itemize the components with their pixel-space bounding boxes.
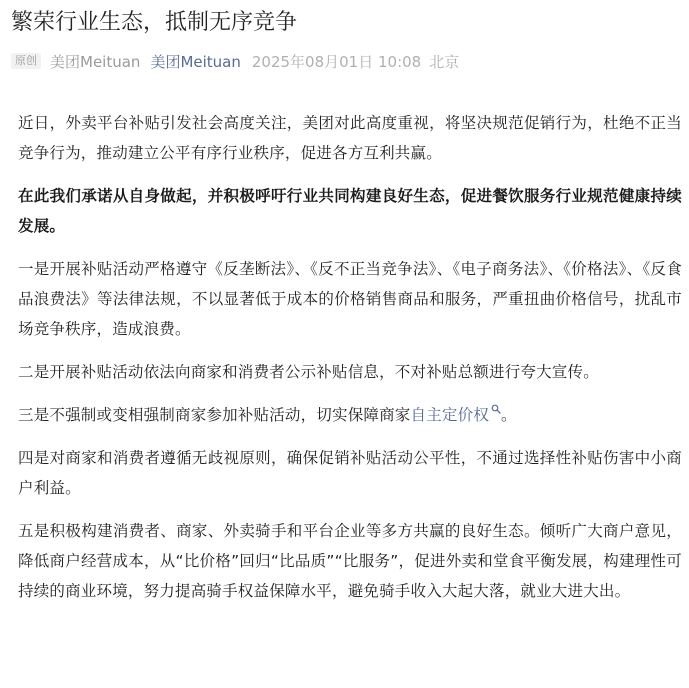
paragraph-commitment: 在此我们承诺从自身做起，并积极呼吁行业共同构建良好生态，促进餐饮服务行业规范健康持续发展。 <box>18 187 682 235</box>
paragraph-point-1: 一是开展补贴活动严格遵守《反垄断法》、《反不正当竞争法》、《电子商务法》、《价格法》、《反食品浪费法》等法律法规，不以显著低于成本的价格销售商品和服务，严重扭曲价格信号，扰乱市场竞争秩序，造成浪费。 <box>18 260 682 338</box>
paragraph-point-5: 五是积极构建消费者、商家、外卖骑手和平台企业等多方共赢的良好生态。倾听广大商户意见，降低商户经营成本，从“比价格”回归“比品质”“比服务”，促进外卖和堂食平衡发展，构建理性可持续的商业环境，努力提高骑手权益保障水平，避免骑手收入大起大落，就业大进大出。 <box>18 522 682 600</box>
article-body <box>18 108 682 606</box>
paragraph-point-3-end: 。 <box>501 406 517 424</box>
pricing-right-link-text: 自主定价权 <box>410 406 490 424</box>
article-title: 繁荣行业生态，抵制无序竞争 <box>11 10 298 35</box>
publish-location: 北京 <box>429 52 460 71</box>
paragraph-point-3 <box>18 400 682 430</box>
publish-datetime: 2025年08月01日 10:08 <box>251 52 422 71</box>
paragraph-intro: 近日，外卖平台补贴引发社会高度关注，美团对此高度重视，将坚决规范促销行为，杜绝不正当竞争行为，推动建立公平有序行业秩序，促进各方互利共赢。 <box>18 114 682 162</box>
original-badge: 原创 <box>11 53 41 69</box>
author-name: 美团Meituan <box>50 52 141 71</box>
pricing-right-search-link[interactable] <box>411 406 502 424</box>
article-meta <box>11 50 459 72</box>
search-icon <box>491 404 501 414</box>
paragraph-point-3-text: 三是不强制或变相强制商家参加补贴活动，切实保障商家 <box>18 406 411 424</box>
paragraph-point-2: 二是开展补贴活动依法向商家和消费者公示补贴信息，不对补贴总额进行夸大宣传。 <box>18 363 599 381</box>
account-link[interactable]: 美团Meituan <box>150 52 241 71</box>
paragraph-point-4: 四是对商家和消费者遵循无歧视原则，确保促销补贴活动公平性，不通过选择性补贴伤害中小商户利益。 <box>18 449 682 497</box>
